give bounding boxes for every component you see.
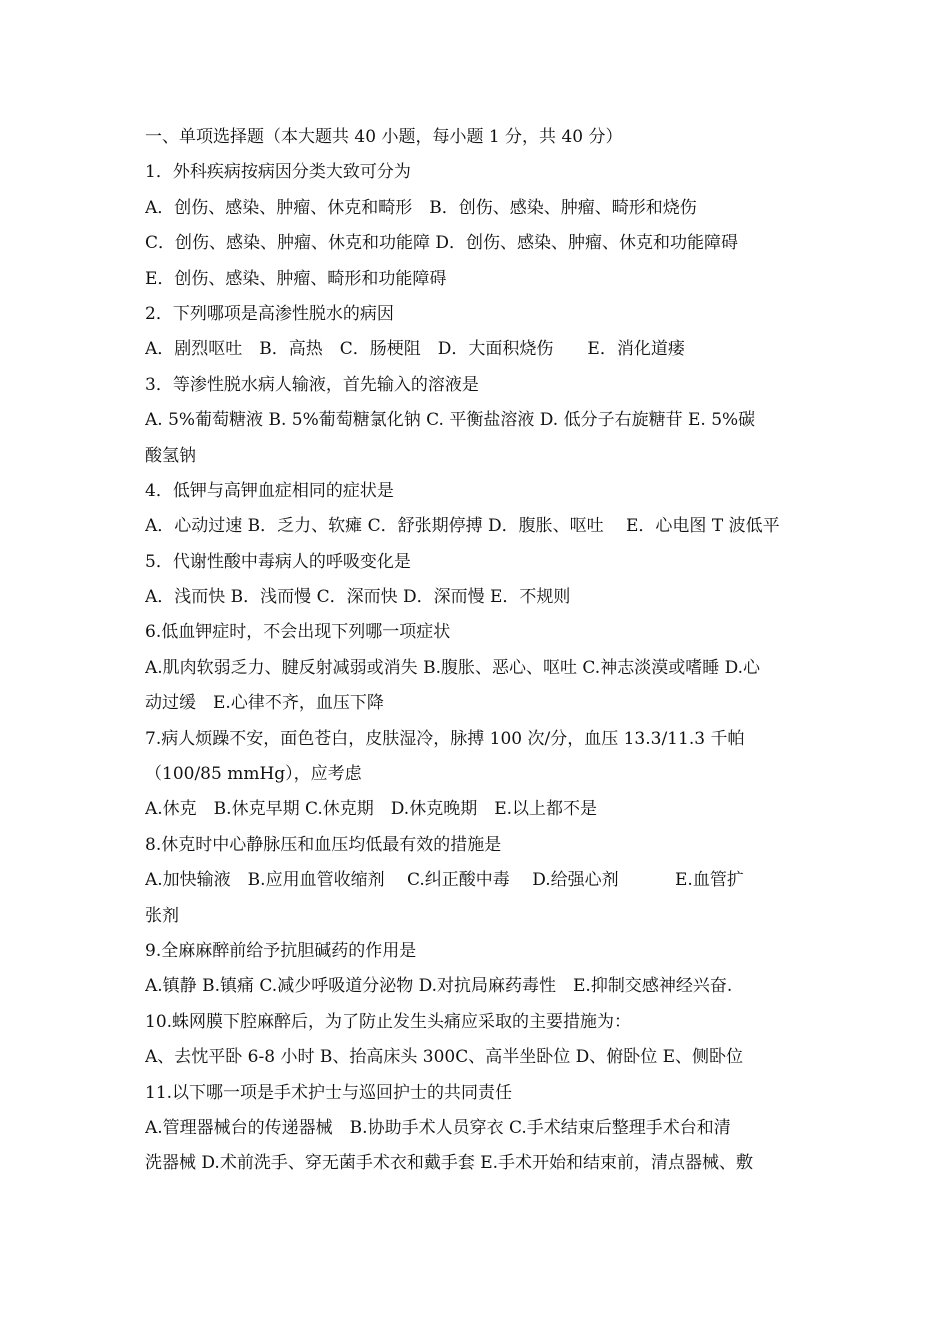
question-options: A.休克 B.休克早期 C.休克期 D.休克晚期 E.以上都不是 [145, 799, 598, 820]
question-options: A．剧烈呕吐 B．高热 C．肠梗阻 D．大面积烧伤 E．消化道瘘 [145, 339, 685, 360]
question-options: A.肌肉软弱乏力、腱反射减弱或消失 B.腹胀、恶心、呕吐 C.神志淡漠或嗜睡 D.心 [145, 657, 761, 678]
question-options: A、去忱平卧 6-8 小时 B、抬高床头 300C、高半坐卧位 D、俯卧位 E、侧卧位 [145, 1047, 744, 1068]
question-stem: 4．低钾与高钾血症相同的症状是 [145, 480, 394, 501]
question-options: A．创伤、感染、肿瘤、休克和畸形 B．创伤、感染、肿瘤、畸形和烧伤 [145, 197, 697, 218]
question-options: E．创伤、感染、肿瘤、畸形和功能障碍 [145, 268, 447, 289]
question-options: A.管理器械台的传递器械 B.协助手术人员穿衣 C.手术结束后整理手术台和清 [145, 1117, 731, 1138]
question-stem: 3．等渗性脱水病人输液，首先输入的溶液是 [145, 374, 479, 395]
question-options: A.镇静 B.镇痛 C.减少呼吸道分泌物 D.对抗局麻药毒性 E.抑制交感神经兴奋. [145, 976, 733, 997]
question-options: 张剂 [145, 905, 179, 926]
question-stem: 9.全麻麻醉前给予抗胆碱药的作用是 [145, 940, 417, 961]
question-options: C．创伤、感染、肿瘤、休克和功能障 D．创伤、感染、肿瘤、休克和功能障碍 [145, 233, 739, 254]
question-options: A．浅而快 B．浅而慢 C．深而快 D．深而慢 E．不规则 [145, 587, 571, 608]
question-options: A. 5%葡萄糖液 B. 5%葡萄糖氯化钠 C. 平衡盐溶液 D. 低分子右旋糖苷 E. 5%碳 [145, 410, 756, 431]
question-options: A.加快输液 B.应用血管收缩剂 C.纠正酸中毒 D.给强心剂 E.血管扩 [145, 870, 744, 891]
question-stem: 11.以下哪一项是手术护士与巡回护士的共同责任 [145, 1082, 513, 1103]
question-stem: 8.休克时中心静脉压和血压均低最有效的措施是 [145, 834, 502, 855]
question-stem: 10.蛛网膜下腔麻醉后，为了防止发生头痛应采取的主要措施为： [145, 1011, 632, 1032]
question-options: 洗器械 D.术前洗手、穿无菌手术衣和戴手套 E.手术开始和结束前，清点器械、敷 [145, 1153, 754, 1174]
document-page [145, 120, 813, 1182]
question-stem: 7.病人烦躁不安，面色苍白，皮肤湿冷，脉搏 100 次/分，血压 13.3/11.3 千帕 [145, 728, 745, 749]
question-options: A．心动过速 B．乏力、软瘫 C．舒张期停搏 D．腹胀、呕吐 E．心电图 T 波低平 [145, 516, 780, 537]
question-options: 酸氢钠 [145, 445, 196, 466]
question-stem: 5．代谢性酸中毒病人的呼吸变化是 [145, 551, 411, 572]
section-heading: 一、单项选择题（本大题共 40 小题，每小题 1 分，共 40 分） [145, 127, 623, 147]
question-stem: 1．外科疾病按病因分类大致可分为 [145, 162, 411, 183]
question-stem: 2．下列哪项是高渗性脱水的病因 [145, 303, 394, 324]
question-options: 动过缓 E.心律不齐，血压下降 [145, 693, 384, 714]
question-stem: （100/85 mmHg），应考虑 [145, 764, 362, 785]
question-stem: 6.低血钾症时，不会出现下列哪一项症状 [145, 622, 451, 643]
